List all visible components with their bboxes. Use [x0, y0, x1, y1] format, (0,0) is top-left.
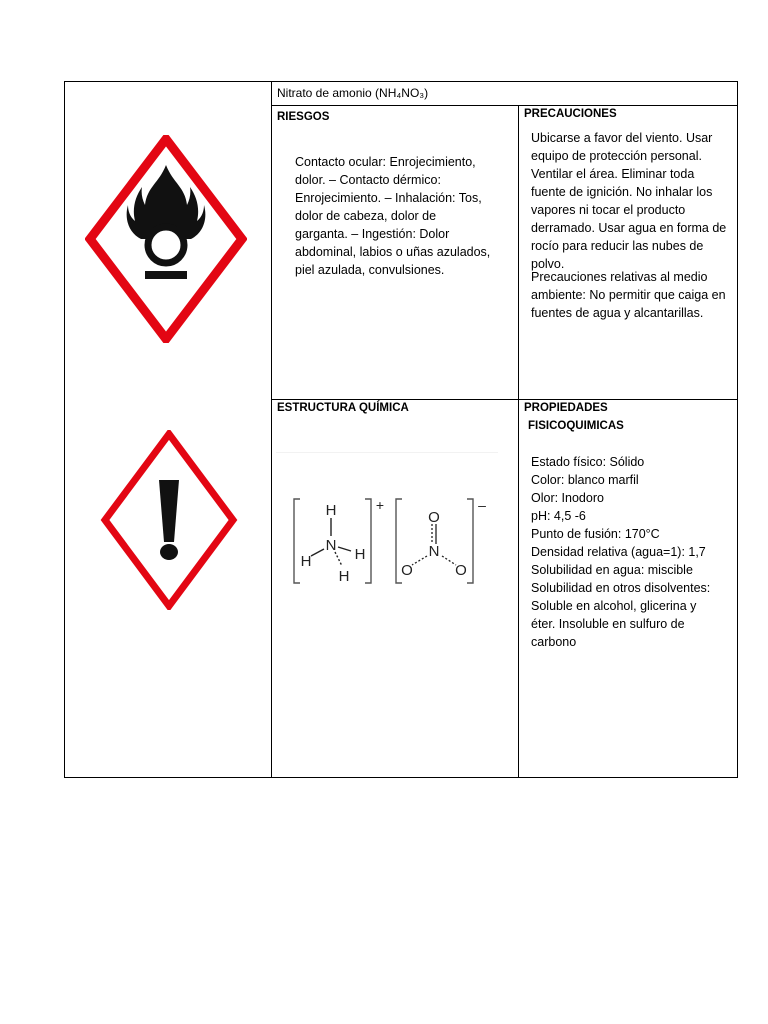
property-line: Soluble en alcohol, glicerina y — [531, 599, 697, 613]
table-border-right — [737, 81, 738, 778]
riesgos-text: Contacto ocular: Enrojecimiento, dolor. – Contacto dérmico: Enrojecimiento. – Inhalación: Tos, dolor de cabeza, dolor de garganta. – Ingestión: Dolor abdominal, labios o uñas azulados, piel azulada, convulsiones. — [295, 155, 491, 277]
property-line: Olor: Inodoro — [531, 491, 604, 505]
atom-h-right: H — [354, 546, 366, 563]
properties-list — [531, 453, 736, 651]
bond-n-h-hash — [335, 552, 342, 566]
bond-n-h-right — [338, 547, 351, 551]
charge-minus: – — [478, 497, 486, 513]
property-line: pH: 4,5 -6 — [531, 509, 586, 523]
precauciones-heading: PRECAUCIONES — [524, 108, 617, 120]
flame-over-circle-icon — [85, 135, 247, 343]
chemical-structure-drawing — [276, 452, 498, 624]
atom-n-ammonium: N — [325, 537, 337, 554]
bond-n-o-right — [442, 556, 456, 565]
bond-n-o-left — [412, 556, 427, 565]
atom-n-nitrate: N — [428, 543, 440, 560]
atom-o-left: O — [401, 562, 413, 579]
propiedades-heading-line2: FISICOQUIMICAS — [528, 420, 624, 432]
table-border-top — [64, 81, 738, 82]
riesgos-heading: RIESGOS — [277, 111, 330, 123]
atom-h-top: H — [325, 502, 337, 519]
atom-o-right: O — [455, 562, 467, 579]
precauciones-text: Ubicarse a favor del viento. Usar equipo de protección personal. Ventilar el área. Eliminar toda fuente de ignición. No inhalar los vapores ni tocar el producto derramado. Usar agua en forma de rocío para reducir las nubes de polvo. — [531, 131, 727, 271]
atom-o-top: O — [428, 509, 440, 526]
ammonium-bracket-right — [365, 499, 371, 583]
exclamation-mark-icon — [100, 430, 238, 610]
property-line: Color: blanco marfil — [531, 473, 639, 487]
table-border-bottom — [64, 777, 738, 778]
property-line: éter. Insoluble en sulfuro de — [531, 617, 685, 631]
column-divider-1 — [271, 81, 272, 778]
atom-h-bottom: H — [338, 568, 350, 585]
property-line: Solubilidad en agua: miscible — [531, 563, 693, 577]
property-line: carbono — [531, 635, 577, 649]
charge-plus: + — [375, 497, 385, 513]
atom-h-left: H — [300, 553, 312, 570]
estructura-heading: ESTRUCTURA QUÍMICA — [277, 402, 409, 414]
property-line: Densidad relativa (agua=1): 1,7 — [531, 545, 706, 559]
ammonium-bracket-left — [294, 499, 300, 583]
table-border-left — [64, 81, 65, 778]
bond-n-h-left — [311, 549, 324, 556]
nitrate-bracket-right — [467, 499, 473, 583]
row-divider-title — [271, 105, 738, 106]
propiedades-heading-line1: PROPIEDADES — [524, 402, 608, 414]
compound-title: Nitrato de amonio (NH₄NO₃) — [277, 86, 429, 100]
precauciones-environment-text: Precauciones relativas al medio ambiente: No permitir que caiga en fuentes de agua y alcantarillas. — [531, 270, 726, 320]
property-line: Punto de fusión: 170°C — [531, 527, 660, 541]
column-divider-2 — [518, 105, 519, 778]
property-line: Solubilidad en otros disolventes: — [531, 581, 711, 595]
property-line: Estado físico: Sólido — [531, 455, 645, 469]
